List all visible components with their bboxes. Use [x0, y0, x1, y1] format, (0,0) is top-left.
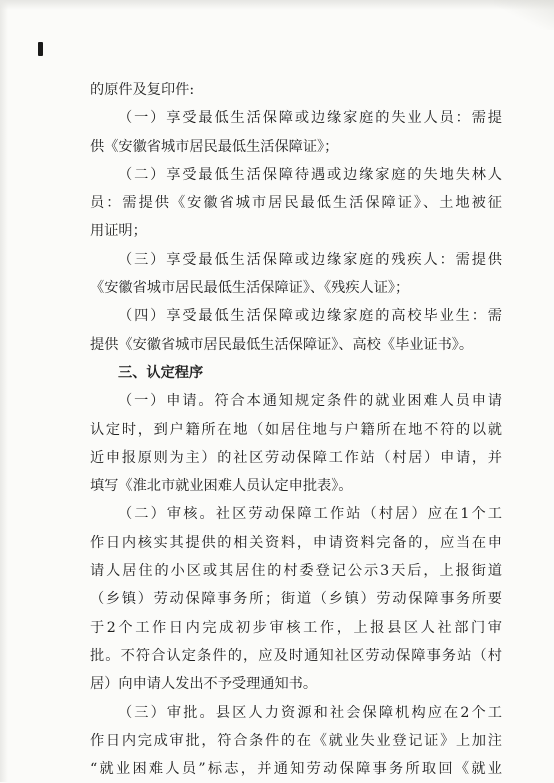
text-line: 居）向申请人发出不予受理通知书。 [90, 676, 318, 693]
text-line: （二）审核。社区劳动保障工作站（村居）应在1个工 [118, 506, 502, 523]
scan-edge-top [0, 0, 554, 10]
text-line: 填写《淮北市就业困难人员认定申批表》。 [90, 478, 353, 495]
text-line: 批。不符合认定条件的，应及时通知社区劳动保障事务站（村 [90, 647, 502, 664]
text-line: （一）申请。符合本通知规定条件的就业困难人员申请 [118, 393, 502, 410]
text-line: 用证明； [90, 223, 147, 240]
text-line: 的原件及复印件: [90, 82, 195, 98]
text-line: （一）享受最低生活保障或边缘家庭的失业人员：需提 [118, 110, 502, 127]
text-line: 供《安徽省城市居民最低生活保障证》； [90, 138, 339, 155]
document-page [90, 76, 502, 783]
text-line: （四）享受最低生活保障或边缘家庭的高校毕业生：需 [118, 308, 502, 325]
text-line: 请人居住的小区或其居住的村委登记公示3天后，上报街道 [90, 563, 502, 580]
text-line: 提供《安徽省城市居民最低生活保障证》、高校《毕业证书》。 [90, 336, 474, 353]
scan-corner-shade [494, 0, 554, 30]
text-line: 于2个工作日内完成初步审核工作，上报县区人社部门审 [90, 619, 502, 636]
scan-edge-left [0, 0, 8, 782]
text-line: “就业困难人员”标志，并通知劳动保障事务所取回《就业 [90, 761, 502, 778]
binding-mark [38, 42, 43, 56]
text-line: 作日内完成审批，符合条件的在《就业失业登记证》上加注 [90, 732, 502, 749]
text-line: （二）享受最低生活保障待遇或边缘家庭的失地失林人 [118, 166, 502, 183]
text-line: （乡镇）劳动保障事务所；街道（乡镇）劳动保障事务所要 [90, 591, 502, 608]
text-line: （三）享受最低生活保障或边缘家庭的残疾人：需提供 [118, 251, 502, 268]
text-line: 作日内核实其提供的相关资料，申请资料完备的，应当在申 [90, 534, 502, 551]
text-line: 《安徽省城市居民最低生活保障证》、《残疾人证》； [90, 280, 410, 297]
text-line: （三）审批。县区人力资源和社会保障机构应在2个工 [118, 704, 502, 721]
text-line: 员：需提供《安徽省城市居民最低生活保障证》、土地被征 [90, 195, 502, 212]
text-line: 认定时，到户籍所在地（如居住地与户籍所在地不符的以就 [90, 421, 502, 438]
text-line: 近申报原则为主）的社区劳动保障工作站（村居）申请，并 [90, 449, 502, 466]
section-heading: 三、认定程序 [118, 364, 204, 381]
